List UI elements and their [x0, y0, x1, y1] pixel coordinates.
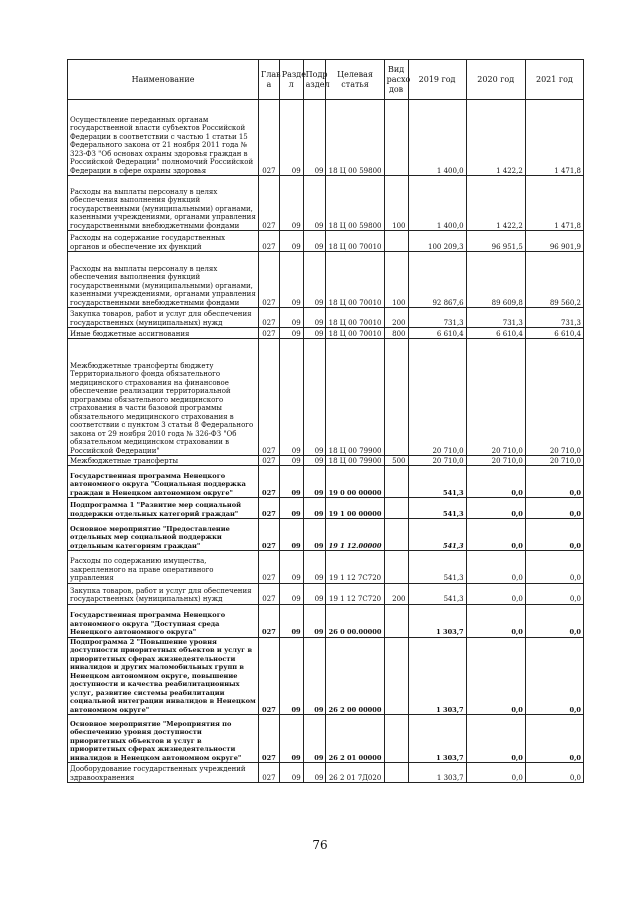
table-row	[68, 252, 584, 308]
row-chapter: 027	[259, 100, 280, 176]
row-section: 09	[279, 763, 303, 783]
row-name: Государственная программа Ненецкого автономного округа "Доступная среда Ненецкого автономного округа"	[68, 604, 259, 637]
row-name: Осуществление переданных органам государственной власти субъектов Российской Федерации в соответствии с частью 1 статьи 15 Федерального закона от 21 ноября 2011 года № 323-ФЗ "Об основах охраны здоровья граждан в Российской Федерации" полномочий Российской Федерации в сфере охраны здоровья	[68, 100, 259, 176]
row-2020: 6 610,4	[466, 328, 525, 339]
row-2019: 20 710,0	[408, 456, 466, 466]
row-2019: 6 610,4	[408, 328, 466, 339]
row-chapter: 027	[259, 466, 280, 498]
row-target: 18 Ц 00 79900	[326, 339, 384, 456]
row-chapter: 027	[259, 231, 280, 252]
row-target: 26 2 01 7Д020	[326, 763, 384, 783]
row-section: 09	[279, 715, 303, 763]
row-2020: 0,0	[466, 551, 525, 584]
row-2019: 541,3	[408, 498, 466, 519]
header-target: Целевая статья	[326, 60, 384, 100]
row-name: Подпрограмма 1 "Развитие мер социальной поддержки отдельных категорий граждан"	[68, 498, 259, 519]
table-row	[68, 231, 584, 252]
row-section: 09	[279, 328, 303, 339]
row-subsection: 09	[303, 583, 326, 604]
header-2021: 2021 год	[525, 60, 583, 100]
row-chapter: 027	[259, 498, 280, 519]
row-2019: 541,3	[408, 466, 466, 498]
row-target: 26 2 01 00000	[326, 715, 384, 763]
row-section: 09	[279, 583, 303, 604]
row-2019: 731,3	[408, 308, 466, 328]
row-2021: 1 471,8	[525, 100, 583, 176]
row-2021: 0,0	[525, 519, 583, 551]
row-2019: 1 400,0	[408, 176, 466, 231]
row-name: Межбюджетные трансферты	[68, 456, 259, 466]
table-row	[68, 583, 584, 604]
table-row	[68, 100, 584, 176]
row-section: 09	[279, 252, 303, 308]
row-section: 09	[279, 100, 303, 176]
row-exp: 500	[384, 456, 408, 466]
row-target: 18 Ц 00 70010	[326, 328, 384, 339]
row-subsection: 09	[303, 466, 326, 498]
row-2020: 20 710,0	[466, 456, 525, 466]
row-2020: 96 951,5	[466, 231, 525, 252]
row-2021: 20 710,0	[525, 456, 583, 466]
row-2019: 1 400,0	[408, 100, 466, 176]
row-name: Закупка товаров, работ и услуг для обеспечения государственных (муниципальных) нужд	[68, 583, 259, 604]
row-2021: 0,0	[525, 763, 583, 783]
row-chapter: 027	[259, 252, 280, 308]
row-subsection: 09	[303, 715, 326, 763]
row-subsection: 09	[303, 176, 326, 231]
row-chapter: 027	[259, 308, 280, 328]
row-target: 19 1 12 7С720	[326, 551, 384, 584]
row-subsection: 09	[303, 604, 326, 637]
row-exp	[384, 466, 408, 498]
page-number: 76	[312, 838, 328, 852]
row-chapter: 027	[259, 339, 280, 456]
row-2019: 100 209,3	[408, 231, 466, 252]
row-chapter: 027	[259, 328, 280, 339]
row-2021: 731,3	[525, 308, 583, 328]
row-target: 18 Ц 00 70010	[326, 231, 384, 252]
row-2020: 0,0	[466, 604, 525, 637]
row-name: Расходы на выплаты персоналу в целях обеспечения выполнения функций государственными (муниципальными) органами, казенными учреждениями, органами управления государственными внебюджетными фондами	[68, 176, 259, 231]
row-section: 09	[279, 176, 303, 231]
table-row	[68, 763, 584, 783]
row-target: 19 1 00 00000	[326, 498, 384, 519]
header-exp-type: Вид расхо дов	[384, 60, 408, 100]
table-header-row	[68, 60, 584, 100]
row-2019: 1 303,7	[408, 763, 466, 783]
row-target: 19 1 12 7С720	[326, 583, 384, 604]
table-row	[68, 604, 584, 637]
row-section: 09	[279, 339, 303, 456]
budget-table	[67, 59, 584, 783]
row-2020: 0,0	[466, 637, 525, 715]
row-name: Основное мероприятие "Мероприятия по обеспечению уровня доступности приоритетных объектов и услуг в приоритетных сферах жизнедеятельности инвалидов в Ненецком автономном округе"	[68, 715, 259, 763]
row-2020: 1 422,2	[466, 176, 525, 231]
header-2020: 2020 год	[466, 60, 525, 100]
row-2021: 20 710,0	[525, 339, 583, 456]
row-2021: 0,0	[525, 583, 583, 604]
table-row	[68, 176, 584, 231]
row-subsection: 09	[303, 551, 326, 584]
header-subsection: Подр аздел	[303, 60, 326, 100]
row-target: 18 Ц 00 79900	[326, 456, 384, 466]
row-section: 09	[279, 498, 303, 519]
row-2019: 541,3	[408, 583, 466, 604]
row-exp: 100	[384, 176, 408, 231]
row-chapter: 027	[259, 551, 280, 584]
row-chapter: 027	[259, 763, 280, 783]
row-exp	[384, 498, 408, 519]
row-exp	[384, 231, 408, 252]
row-chapter: 027	[259, 637, 280, 715]
row-section: 09	[279, 604, 303, 637]
row-chapter: 027	[259, 604, 280, 637]
row-target: 19 0 00 00000	[326, 466, 384, 498]
row-2021: 96 901,9	[525, 231, 583, 252]
row-exp: 800	[384, 328, 408, 339]
row-target: 18 Ц 00 59800	[326, 100, 384, 176]
row-chapter: 027	[259, 456, 280, 466]
header-name: Наименование	[68, 60, 259, 100]
table-row	[68, 339, 584, 456]
row-2021: 89 560,2	[525, 252, 583, 308]
row-2019: 541,3	[408, 519, 466, 551]
row-2020: 731,3	[466, 308, 525, 328]
header-chapter: Глав а	[259, 60, 280, 100]
row-name: Подпрограмма 2 "Повышение уровня доступности приоритетных объектов и услуг в приоритетных сферах жизнедеятельности инвалидов и других маломобильных групп в Ненецком автономном округе, повышение доступности и качества реабилитационных услуг, развитие системы реабилитации социальной интеграции инвалидов в Ненецком автономном округе"	[68, 637, 259, 715]
row-exp: 100	[384, 252, 408, 308]
row-2019: 20 710,0	[408, 339, 466, 456]
row-subsection: 09	[303, 100, 326, 176]
row-exp	[384, 551, 408, 584]
row-subsection: 09	[303, 763, 326, 783]
row-section: 09	[279, 637, 303, 715]
row-exp	[384, 763, 408, 783]
row-name: Иные бюджетные ассигнования	[68, 328, 259, 339]
row-2021: 0,0	[525, 604, 583, 637]
row-2020: 0,0	[466, 498, 525, 519]
row-2021: 0,0	[525, 551, 583, 584]
row-exp: 200	[384, 308, 408, 328]
row-target: 26 0 00.00000	[326, 604, 384, 637]
table-row	[68, 308, 584, 328]
row-exp	[384, 637, 408, 715]
row-subsection: 09	[303, 252, 326, 308]
row-name: Расходы на содержание государственных органов и обеспечение их функций	[68, 231, 259, 252]
row-2021: 0,0	[525, 637, 583, 715]
row-subsection: 09	[303, 519, 326, 551]
row-name: Государственная программа Ненецкого автономного округа "Социальная поддержка граждан в Ненецком автономном округе"	[68, 466, 259, 498]
table-row	[68, 466, 584, 498]
row-subsection: 09	[303, 328, 326, 339]
row-2019: 92 867,6	[408, 252, 466, 308]
row-exp	[384, 715, 408, 763]
table-row	[68, 519, 584, 551]
table-row	[68, 715, 584, 763]
row-2021: 6 610,4	[525, 328, 583, 339]
table-row	[68, 637, 584, 715]
row-chapter: 027	[259, 583, 280, 604]
row-target: 18 Ц 00 70010	[326, 252, 384, 308]
row-subsection: 09	[303, 231, 326, 252]
row-name: Расходы по содержанию имущества, закрепленного на праве оперативного управления	[68, 551, 259, 584]
header-section: Разде л	[279, 60, 303, 100]
row-2020: 0,0	[466, 466, 525, 498]
row-exp: 200	[384, 583, 408, 604]
row-exp	[384, 604, 408, 637]
row-section: 09	[279, 308, 303, 328]
row-exp	[384, 100, 408, 176]
row-2020: 0,0	[466, 763, 525, 783]
row-section: 09	[279, 551, 303, 584]
row-section: 09	[279, 456, 303, 466]
row-2020: 0,0	[466, 715, 525, 763]
row-section: 09	[279, 519, 303, 551]
row-2021: 1 471,8	[525, 176, 583, 231]
table-row	[68, 456, 584, 466]
row-exp	[384, 519, 408, 551]
row-subsection: 09	[303, 456, 326, 466]
row-chapter: 027	[259, 519, 280, 551]
row-target: 18 Ц 00 59800	[326, 176, 384, 231]
header-2019: 2019 год	[408, 60, 466, 100]
row-name: Основное мероприятие "Предоставление отдельных мер социальной поддержки отдельным категориям граждан"	[68, 519, 259, 551]
row-2019: 1 303,7	[408, 715, 466, 763]
row-section: 09	[279, 231, 303, 252]
row-2020: 1 422,2	[466, 100, 525, 176]
row-target: 26 2 00 00000	[326, 637, 384, 715]
row-name: Закупка товаров, работ и услуг для обеспечения государственных (муниципальных) нужд	[68, 308, 259, 328]
row-subsection: 09	[303, 339, 326, 456]
table-row	[68, 551, 584, 584]
row-subsection: 09	[303, 498, 326, 519]
row-2019: 1 303,7	[408, 637, 466, 715]
row-name: Дооборудование государственных учреждений здравоохранения	[68, 763, 259, 783]
row-2019: 1 303,7	[408, 604, 466, 637]
row-target: 18 Ц 00 70010	[326, 308, 384, 328]
row-target: 19 1 12.00000	[326, 519, 384, 551]
row-subsection: 09	[303, 637, 326, 715]
row-2020: 0,0	[466, 583, 525, 604]
table-row	[68, 498, 584, 519]
row-2021: 0,0	[525, 466, 583, 498]
row-subsection: 09	[303, 308, 326, 328]
row-2020: 20 710,0	[466, 339, 525, 456]
row-2020: 0,0	[466, 519, 525, 551]
row-2019: 541,3	[408, 551, 466, 584]
row-chapter: 027	[259, 176, 280, 231]
row-exp	[384, 339, 408, 456]
row-name: Расходы на выплаты персоналу в целях обеспечения выполнения функций государственными (муниципальными) органами, казенными учреждениями, органами управления государственными внебюджетными фондами	[68, 252, 259, 308]
row-2021: 0,0	[525, 498, 583, 519]
row-2020: 89 609,8	[466, 252, 525, 308]
row-2021: 0,0	[525, 715, 583, 763]
row-chapter: 027	[259, 715, 280, 763]
table-row	[68, 328, 584, 339]
row-name: Межбюджетные трансферты бюджету Территориального фонда обязательного медицинского страхования на финансовое обеспечение реализации территориальной программы обязательного медицинского страхования в части базовой программы обязательного медицинского страхования в соответствии с пунктом 3 статьи 8 Федерального закона от 29 ноября 2010 года № 326-ФЗ "Об обязательном медицинском страховании в Российской Федерации"	[68, 339, 259, 456]
row-section: 09	[279, 466, 303, 498]
